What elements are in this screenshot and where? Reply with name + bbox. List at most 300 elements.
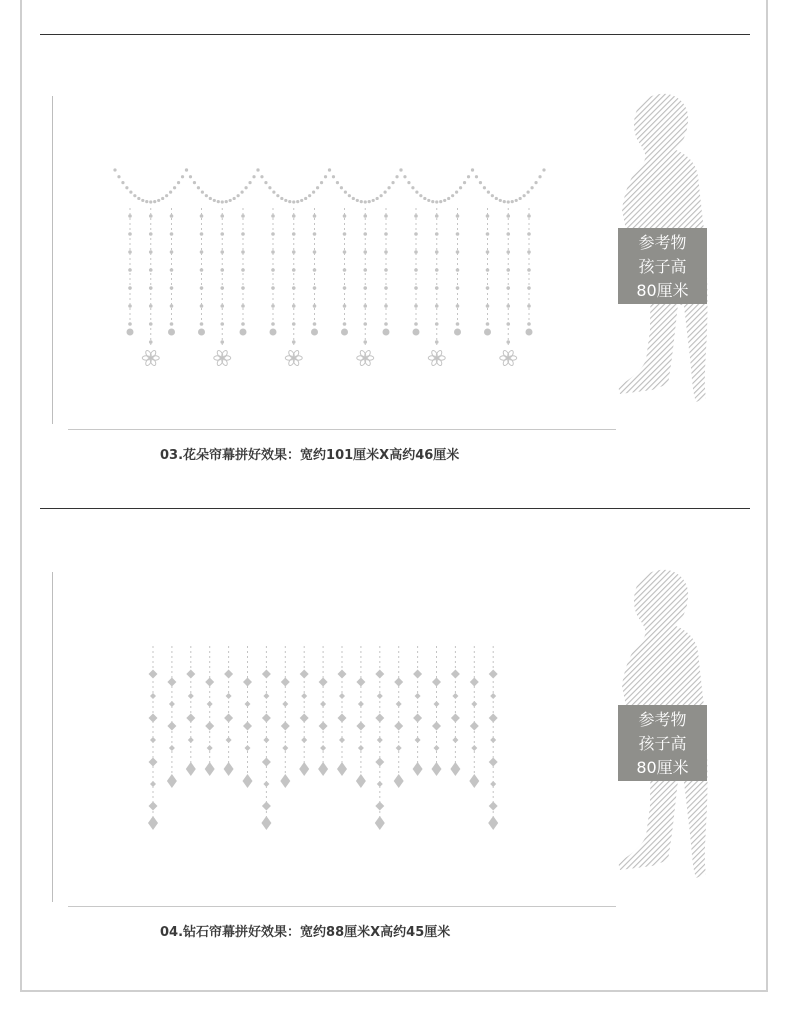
diamond-bead	[149, 670, 158, 679]
swag-bead	[495, 197, 498, 200]
strand-bead	[343, 322, 347, 326]
bead-strand	[450, 646, 460, 776]
diamond-bead	[339, 693, 345, 699]
diamond-bead	[282, 745, 288, 751]
swag-bead	[304, 197, 307, 200]
bead-strand	[337, 646, 347, 776]
swag-bead	[395, 175, 398, 178]
swag-bead	[439, 200, 442, 203]
swag-bead	[316, 186, 319, 189]
strand-bead	[200, 304, 204, 308]
diamond-bead	[452, 693, 458, 699]
diamond-bead	[415, 693, 421, 699]
diamond-bead	[320, 701, 326, 707]
strand-bead	[363, 268, 367, 272]
swag-bead	[427, 199, 430, 202]
swag-bead	[348, 194, 351, 197]
diamond-bead	[169, 745, 175, 751]
flower-petal	[216, 357, 224, 366]
swag-bead	[312, 191, 315, 194]
diamond-bead	[188, 693, 194, 699]
diamond-bead	[262, 758, 271, 767]
diamond-bead	[470, 678, 479, 687]
swag-bead	[459, 186, 462, 189]
swag-bead	[213, 199, 216, 202]
diamond-bead	[262, 802, 271, 811]
swag-bead	[320, 181, 323, 184]
strand-bead	[414, 286, 418, 290]
caption-rule	[68, 906, 616, 907]
bead-strand	[394, 646, 404, 788]
swag-bead	[411, 186, 414, 189]
strand-bead	[414, 304, 418, 308]
strand-bead	[292, 322, 296, 326]
diamond-bead	[150, 781, 156, 787]
end-drop-bead	[205, 762, 215, 776]
swag-bead	[475, 175, 478, 178]
diamond-bead	[300, 714, 309, 723]
strand-bead	[486, 250, 490, 254]
diamond-bead	[149, 758, 158, 767]
diamond-bead	[263, 781, 269, 787]
strand-bead	[506, 286, 510, 290]
bead-strand	[488, 646, 498, 830]
strand-bead	[313, 322, 317, 326]
strand-bead	[313, 304, 317, 308]
strand-bead	[313, 250, 317, 254]
strand-bead	[292, 250, 296, 254]
swag-bead	[523, 194, 526, 197]
reference-line-1: 参考物	[638, 233, 687, 252]
bead-strand	[318, 646, 328, 776]
strand-bead	[271, 232, 275, 236]
bead-strand	[469, 646, 479, 788]
strand-bead	[506, 250, 510, 254]
strand-bead	[527, 322, 531, 326]
strand-bead	[486, 304, 490, 308]
strand-bead	[149, 286, 153, 290]
diamond-bead	[226, 693, 232, 699]
swag-bead	[149, 200, 152, 203]
diamond-bead	[377, 737, 383, 743]
strand-bead	[506, 304, 510, 308]
swag-bead	[407, 181, 410, 184]
strand-bead	[486, 232, 490, 236]
swag-bead	[189, 175, 192, 178]
diamond-bead	[471, 701, 477, 707]
strand-bead	[149, 304, 153, 308]
flower-petal	[359, 357, 367, 366]
strand-bead	[149, 214, 153, 218]
strand-bead	[220, 214, 224, 218]
swag-bead	[534, 181, 537, 184]
swag-bead	[145, 200, 148, 203]
diamond-bead	[207, 745, 213, 751]
strand-bead	[149, 232, 153, 236]
end-drop-bead	[148, 816, 158, 830]
flower-petal	[502, 357, 510, 366]
flower-petal	[292, 350, 300, 359]
strand-bead	[384, 322, 388, 326]
swag-bead	[519, 197, 522, 200]
diamond-bead	[452, 737, 458, 743]
strand-bead	[170, 250, 174, 254]
strand-bead	[343, 232, 347, 236]
swag-bead	[125, 186, 128, 189]
diamond-bead	[281, 722, 290, 731]
strand-bead	[384, 214, 388, 218]
diamond-bead	[338, 670, 347, 679]
strand-bead	[435, 322, 439, 326]
diamond-bead	[262, 714, 271, 723]
diamond-bead	[319, 722, 328, 731]
bead-strand	[356, 646, 366, 788]
strand-bead	[292, 232, 296, 236]
swag-bead	[153, 200, 156, 203]
strand-bead	[363, 304, 367, 308]
strand-bead	[170, 232, 174, 236]
bead-strand	[261, 646, 271, 830]
swag-bead	[241, 191, 244, 194]
diamond-bead	[243, 722, 252, 731]
diamond-bead	[339, 737, 345, 743]
flower-petal	[145, 357, 153, 366]
strand-bead	[384, 286, 388, 290]
swag-bead	[288, 200, 291, 203]
swag-bead	[173, 186, 176, 189]
bead-strand	[205, 646, 215, 776]
diamond-bead	[358, 701, 364, 707]
flower-petal	[288, 357, 296, 366]
diamond-bead	[451, 714, 460, 723]
diamond-bead	[263, 737, 269, 743]
swag-bead	[423, 197, 426, 200]
swag-bead	[527, 191, 530, 194]
strand-bead	[506, 340, 510, 344]
diamond-bead	[320, 745, 326, 751]
diamond-bead	[338, 714, 347, 723]
strand-bead	[271, 322, 275, 326]
diamond-bead	[281, 678, 290, 687]
end-bead	[240, 329, 247, 336]
section-divider-top	[40, 34, 750, 35]
strand-bead	[343, 268, 347, 272]
swag-bead	[380, 194, 383, 197]
end-bead	[341, 329, 348, 336]
flower-petal	[435, 350, 443, 359]
strand-bead	[527, 232, 531, 236]
strand-bead	[363, 232, 367, 236]
strand-bead	[200, 268, 204, 272]
swag-bead	[121, 181, 124, 184]
diamond-bead	[489, 758, 498, 767]
strand-bead	[313, 232, 317, 236]
end-bead	[383, 329, 390, 336]
end-drop-bead	[261, 816, 271, 830]
strand-bead	[292, 304, 296, 308]
strand-bead	[220, 340, 224, 344]
swag-bead	[205, 194, 208, 197]
swag-bead	[372, 199, 375, 202]
diamond-bead	[150, 737, 156, 743]
diamond-curtain-illustration	[140, 640, 510, 840]
diamond-bead	[375, 714, 384, 723]
strand-bead	[343, 214, 347, 218]
strand-bead	[271, 214, 275, 218]
end-bead	[198, 329, 205, 336]
strand-bead	[435, 232, 439, 236]
strand-bead	[241, 304, 245, 308]
strand-bead	[456, 304, 460, 308]
bead-strand	[432, 646, 442, 776]
swag-bead	[538, 175, 541, 178]
end-bead	[168, 329, 175, 336]
diamond-bead	[167, 722, 176, 731]
strand-bead	[292, 286, 296, 290]
swag-bead	[419, 194, 422, 197]
swag-bead	[332, 175, 335, 178]
strand-bead	[363, 340, 367, 344]
swag-bead	[157, 199, 160, 202]
strand-bead	[170, 214, 174, 218]
strand-bead	[149, 322, 153, 326]
end-drop-bead	[413, 762, 423, 776]
caption-rule	[68, 429, 616, 430]
swag-bead	[340, 186, 343, 189]
strand-bead	[435, 250, 439, 254]
strand-bead	[506, 322, 510, 326]
swag-bead	[229, 199, 232, 202]
diamond-bead	[413, 714, 422, 723]
strand-bead	[435, 268, 439, 272]
diamond-bead	[186, 714, 195, 723]
swag-bead	[451, 194, 454, 197]
curtain-swag	[328, 168, 403, 366]
swag-bead	[137, 197, 140, 200]
end-bead	[127, 329, 134, 336]
strand-bead	[313, 286, 317, 290]
strand-bead	[128, 268, 132, 272]
swag-bead	[197, 186, 200, 189]
swag-bead	[276, 194, 279, 197]
swag-bead	[300, 199, 303, 202]
section2-caption: 04.钻石帘幕拼好效果：宽约88厘米X高约45厘米	[160, 925, 451, 940]
swag-bead	[387, 186, 390, 189]
strand-bead	[414, 214, 418, 218]
diamond-bead	[300, 670, 309, 679]
bead-strand	[413, 646, 423, 776]
swag-bead	[233, 197, 236, 200]
swag-bead	[181, 175, 184, 178]
diamond-bead	[375, 758, 384, 767]
swag-bead	[471, 168, 474, 171]
diamond-bead	[356, 722, 365, 731]
reference-line-2: 孩子高	[638, 257, 687, 276]
swag-bead	[391, 181, 394, 184]
swag-bead	[324, 175, 327, 178]
swag-bead	[177, 181, 180, 184]
end-drop-bead	[356, 774, 366, 788]
diamond-bead	[245, 701, 251, 707]
strand-bead	[527, 268, 531, 272]
diamond-bead	[205, 722, 214, 731]
strand-bead	[486, 286, 490, 290]
end-drop-bead	[375, 816, 385, 830]
curtain-swag	[471, 168, 546, 366]
diamond-bead	[470, 722, 479, 731]
swag-bead	[467, 175, 470, 178]
end-drop-bead	[167, 774, 177, 788]
strand-bead	[414, 268, 418, 272]
diamond-bead	[396, 701, 402, 707]
diamond-bead	[375, 802, 384, 811]
end-bead	[311, 329, 318, 336]
strand-bead	[506, 268, 510, 272]
swag-bead	[284, 199, 287, 202]
strand-bead	[220, 304, 224, 308]
diamond-bead	[319, 678, 328, 687]
diamond-bead	[490, 737, 496, 743]
swag-bead	[209, 197, 212, 200]
section1-left-rule	[52, 96, 53, 424]
curtain-swag	[256, 168, 331, 366]
end-drop-bead	[450, 762, 460, 776]
strand-bead	[363, 286, 367, 290]
bead-strand	[280, 646, 290, 788]
bead-strand	[243, 646, 253, 788]
diamond-bead	[471, 745, 477, 751]
diamond-bead	[396, 745, 402, 751]
end-drop-bead	[432, 762, 442, 776]
end-bead	[413, 329, 420, 336]
strand-bead	[456, 214, 460, 218]
strand-bead	[384, 250, 388, 254]
reference-line-3: 80厘米	[636, 281, 689, 300]
strand-bead	[414, 232, 418, 236]
end-drop-bead	[299, 762, 309, 776]
strand-bead	[128, 286, 132, 290]
strand-bead	[200, 214, 204, 218]
diamond-bead	[490, 781, 496, 787]
diamond-bead	[489, 670, 498, 679]
swag-bead	[403, 175, 406, 178]
strand-bead	[271, 250, 275, 254]
swag-bead	[479, 181, 482, 184]
swag-bead	[296, 200, 299, 203]
diamond-bead	[150, 693, 156, 699]
end-drop-bead	[337, 762, 347, 776]
strand-bead	[435, 214, 439, 218]
swag-bead	[384, 191, 387, 194]
diamond-bead	[394, 678, 403, 687]
swag-bead	[141, 199, 144, 202]
strand-bead	[292, 340, 296, 344]
strand-bead	[241, 322, 245, 326]
flower-curtain-illustration	[100, 150, 560, 380]
swag-bead	[443, 199, 446, 202]
strand-bead	[384, 268, 388, 272]
bead-strand	[167, 646, 177, 788]
end-drop-bead	[318, 762, 328, 776]
reference-line-3: 80厘米	[636, 758, 689, 777]
bead-strand	[375, 646, 385, 830]
swag-bead	[308, 194, 311, 197]
strand-bead	[527, 304, 531, 308]
swag-bead	[344, 191, 347, 194]
strand-bead	[456, 268, 460, 272]
diamond-bead	[205, 678, 214, 687]
strand-bead	[149, 268, 153, 272]
diamond-bead	[186, 670, 195, 679]
diamond-bead	[434, 701, 440, 707]
strand-bead	[363, 214, 367, 218]
strand-bead	[527, 250, 531, 254]
swag-bead	[193, 181, 196, 184]
strand-bead	[200, 232, 204, 236]
strand-bead	[456, 250, 460, 254]
strand-bead	[527, 286, 531, 290]
strand-bead	[128, 250, 132, 254]
swag-bead	[376, 197, 379, 200]
diamond-bead	[207, 701, 213, 707]
strand-bead	[170, 304, 174, 308]
strand-bead	[384, 304, 388, 308]
strand-bead	[220, 232, 224, 236]
diamond-bead	[226, 737, 232, 743]
diamond-bead	[263, 693, 269, 699]
strand-bead	[527, 214, 531, 218]
diamond-bead	[169, 701, 175, 707]
swag-bead	[185, 168, 188, 171]
swag-bead	[221, 200, 224, 203]
swag-bead	[237, 194, 240, 197]
diamond-bead	[262, 670, 271, 679]
strand-bead	[241, 214, 245, 218]
diamond-bead	[375, 670, 384, 679]
flower-petal	[221, 350, 229, 359]
end-drop-bead	[488, 816, 498, 830]
diamond-bead	[413, 670, 422, 679]
diamond-bead	[149, 802, 158, 811]
strand-bead	[241, 286, 245, 290]
swag-bead	[515, 199, 518, 202]
swag-bead	[165, 194, 168, 197]
end-bead	[484, 329, 491, 336]
strand-bead	[292, 268, 296, 272]
strand-bead	[456, 286, 460, 290]
end-drop-bead	[243, 774, 253, 788]
swag-bead	[117, 175, 120, 178]
diamond-bead	[490, 693, 496, 699]
diamond-bead	[377, 693, 383, 699]
swag-bead	[268, 186, 271, 189]
end-drop-bead	[186, 762, 196, 776]
swag-bead	[530, 186, 533, 189]
strand-bead	[292, 214, 296, 218]
strand-bead	[220, 322, 224, 326]
strand-bead	[128, 322, 132, 326]
swag-bead	[264, 181, 267, 184]
strand-bead	[220, 250, 224, 254]
strand-bead	[313, 268, 317, 272]
strand-bead	[220, 286, 224, 290]
swag-bead	[244, 186, 247, 189]
end-drop-bead	[280, 774, 290, 788]
swag-bead	[113, 168, 116, 171]
reference-line-1: 参考物	[638, 710, 687, 729]
bead-strand	[299, 646, 309, 776]
reference-label	[618, 705, 707, 781]
